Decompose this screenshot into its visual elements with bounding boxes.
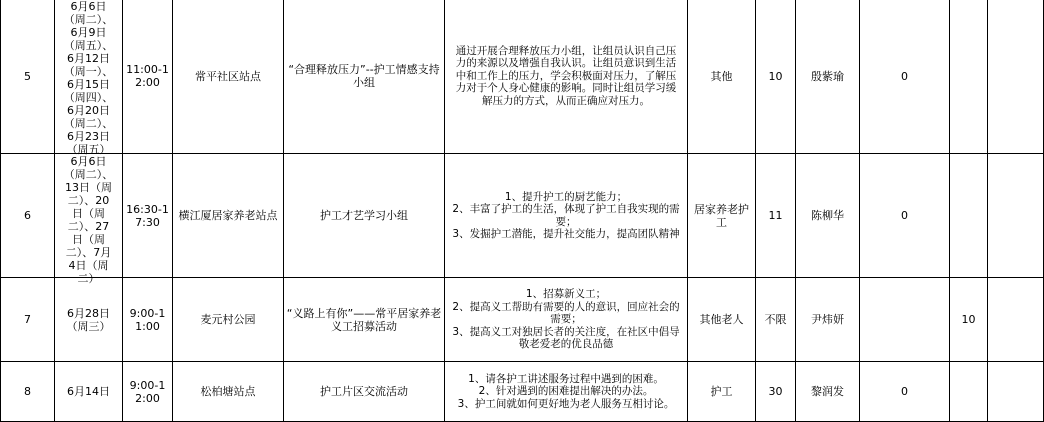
- table-row: [1, 154, 1044, 278]
- cell-count: 10: [756, 0, 796, 154]
- cell-time: 9:00-11:00: [123, 278, 173, 362]
- date-line: （周一）、: [63, 64, 114, 78]
- cell-activity: “合理释放压力”--护工情感支持小组: [284, 0, 445, 154]
- cell-no: 7: [1, 278, 55, 362]
- cell-activity: “义路上有你”——常平居家养老义工招募活动: [284, 278, 445, 362]
- cell-date: [55, 154, 123, 285]
- cell-target: 居家养老护工: [688, 154, 756, 278]
- cell-target: 其他老人: [688, 278, 756, 362]
- table-row: [1, 278, 1044, 362]
- cell-empty: [988, 0, 1044, 154]
- cell-person: 黎润发: [796, 362, 860, 422]
- date-line: 4日（周: [68, 258, 109, 272]
- cell-time: 11:00-12:00: [123, 0, 173, 154]
- cell-place: 麦元村公园: [173, 278, 284, 362]
- cell-activity: 护工才艺学习小组: [284, 154, 445, 278]
- date-line: 6月12日: [67, 51, 110, 65]
- cell-no: 6: [1, 154, 55, 278]
- date-line: （周二）、: [63, 167, 114, 181]
- cell-content: [445, 362, 688, 422]
- date-line: 6月23日: [67, 129, 110, 143]
- cell-place: 松柏塘站点: [173, 362, 284, 422]
- cell-empty: [988, 154, 1044, 278]
- content-text: 1、提升护工的厨艺能力； 2、丰富了护工的生活，体现了护工自我实现的需要； 3、发掘护工潜能，提升社交能力，提高团队精神: [452, 190, 680, 240]
- cell-time: 9:00-12:00: [123, 362, 173, 422]
- table-row: [1, 362, 1044, 422]
- cell-extra: [950, 0, 988, 154]
- cell-no: 8: [1, 362, 55, 422]
- date-line: 6月14日: [67, 385, 110, 398]
- cell-empty: [988, 278, 1044, 362]
- date-line: （周四）、: [63, 90, 114, 104]
- cell-extra: [950, 362, 988, 422]
- cell-place: 常平社区站点: [173, 0, 284, 154]
- cell-date: [55, 0, 123, 154]
- cell-person: 殷紫瑜: [796, 0, 860, 154]
- date-line: 6月9日: [70, 25, 107, 39]
- date-line: 6月28日: [67, 306, 110, 320]
- cell-date: [55, 362, 123, 422]
- cell-target: 护工: [688, 362, 756, 422]
- cell-content: [445, 154, 688, 278]
- cell-person: 陈柳华: [796, 154, 860, 278]
- content-text: 1、招募新义工； 2、提高义工帮助有需要的人的意识，回应社会的需要； 3、提高义工对独居长者的关注度，在社区中倡导敬老爱老的优良品德: [452, 288, 680, 351]
- date-line: 13日（周: [65, 180, 112, 194]
- date-line: 二）、27: [67, 219, 110, 233]
- date-line: 6月20日: [67, 103, 110, 117]
- date-line: （周二）、: [63, 12, 114, 26]
- cell-time: 16:30-17:30: [123, 154, 173, 278]
- date-line: 6月6日: [70, 154, 107, 168]
- date-line: （周五）: [66, 142, 111, 156]
- date-line: （周五）、: [63, 38, 114, 52]
- cell-content: [445, 0, 688, 154]
- content-text: 通过开展合理释放压力小组，让组员认识自己压力的来源以及增强自我认识。让组员意识到生活中和工作上的压力，学会积极面对压力，了解压力对于个人身心健康的影响。同时让组员学习缓解压力的方式，从而正确应对压力。: [455, 44, 677, 107]
- date-line: 日（周: [72, 206, 105, 220]
- cell-count: 11: [756, 154, 796, 278]
- cell-person: 尹炜妍: [796, 278, 860, 362]
- cell-volunteers: 0: [860, 0, 950, 154]
- date-line: 二）: [77, 271, 100, 285]
- cell-extra: [950, 154, 988, 278]
- table-row: [1, 0, 1044, 154]
- date-line: 二）、7月: [65, 245, 112, 259]
- cell-volunteers: [860, 278, 950, 362]
- cell-place: 横江厦居家养老站点: [173, 154, 284, 278]
- cell-count: 不限: [756, 278, 796, 362]
- date-line: 日（周: [72, 232, 105, 246]
- date-line: （周二）、: [63, 116, 114, 130]
- table-body: [1, 0, 1044, 422]
- cell-date: [55, 278, 123, 362]
- cell-empty: [988, 362, 1044, 422]
- cell-extra: 10: [950, 278, 988, 362]
- cell-volunteers: 0: [860, 154, 950, 278]
- content-text: 1、请各护工讲述服务过程中遇到的困难。 2、针对遇到的困难提出解决的办法。 3、护工间就如何更好地为老人服务互相讨论。: [457, 372, 675, 410]
- date-line: 二）、20: [67, 193, 110, 207]
- cell-count: 30: [756, 362, 796, 422]
- cell-target: 其他: [688, 0, 756, 154]
- date-line: 6月6日: [70, 0, 107, 13]
- date-line: 6月15日: [67, 77, 110, 91]
- cell-volunteers: 0: [860, 362, 950, 422]
- date-line: （周三）: [66, 319, 111, 333]
- cell-no: 5: [1, 0, 55, 154]
- cell-activity: 护工片区交流活动: [284, 362, 445, 422]
- cell-content: [445, 278, 688, 362]
